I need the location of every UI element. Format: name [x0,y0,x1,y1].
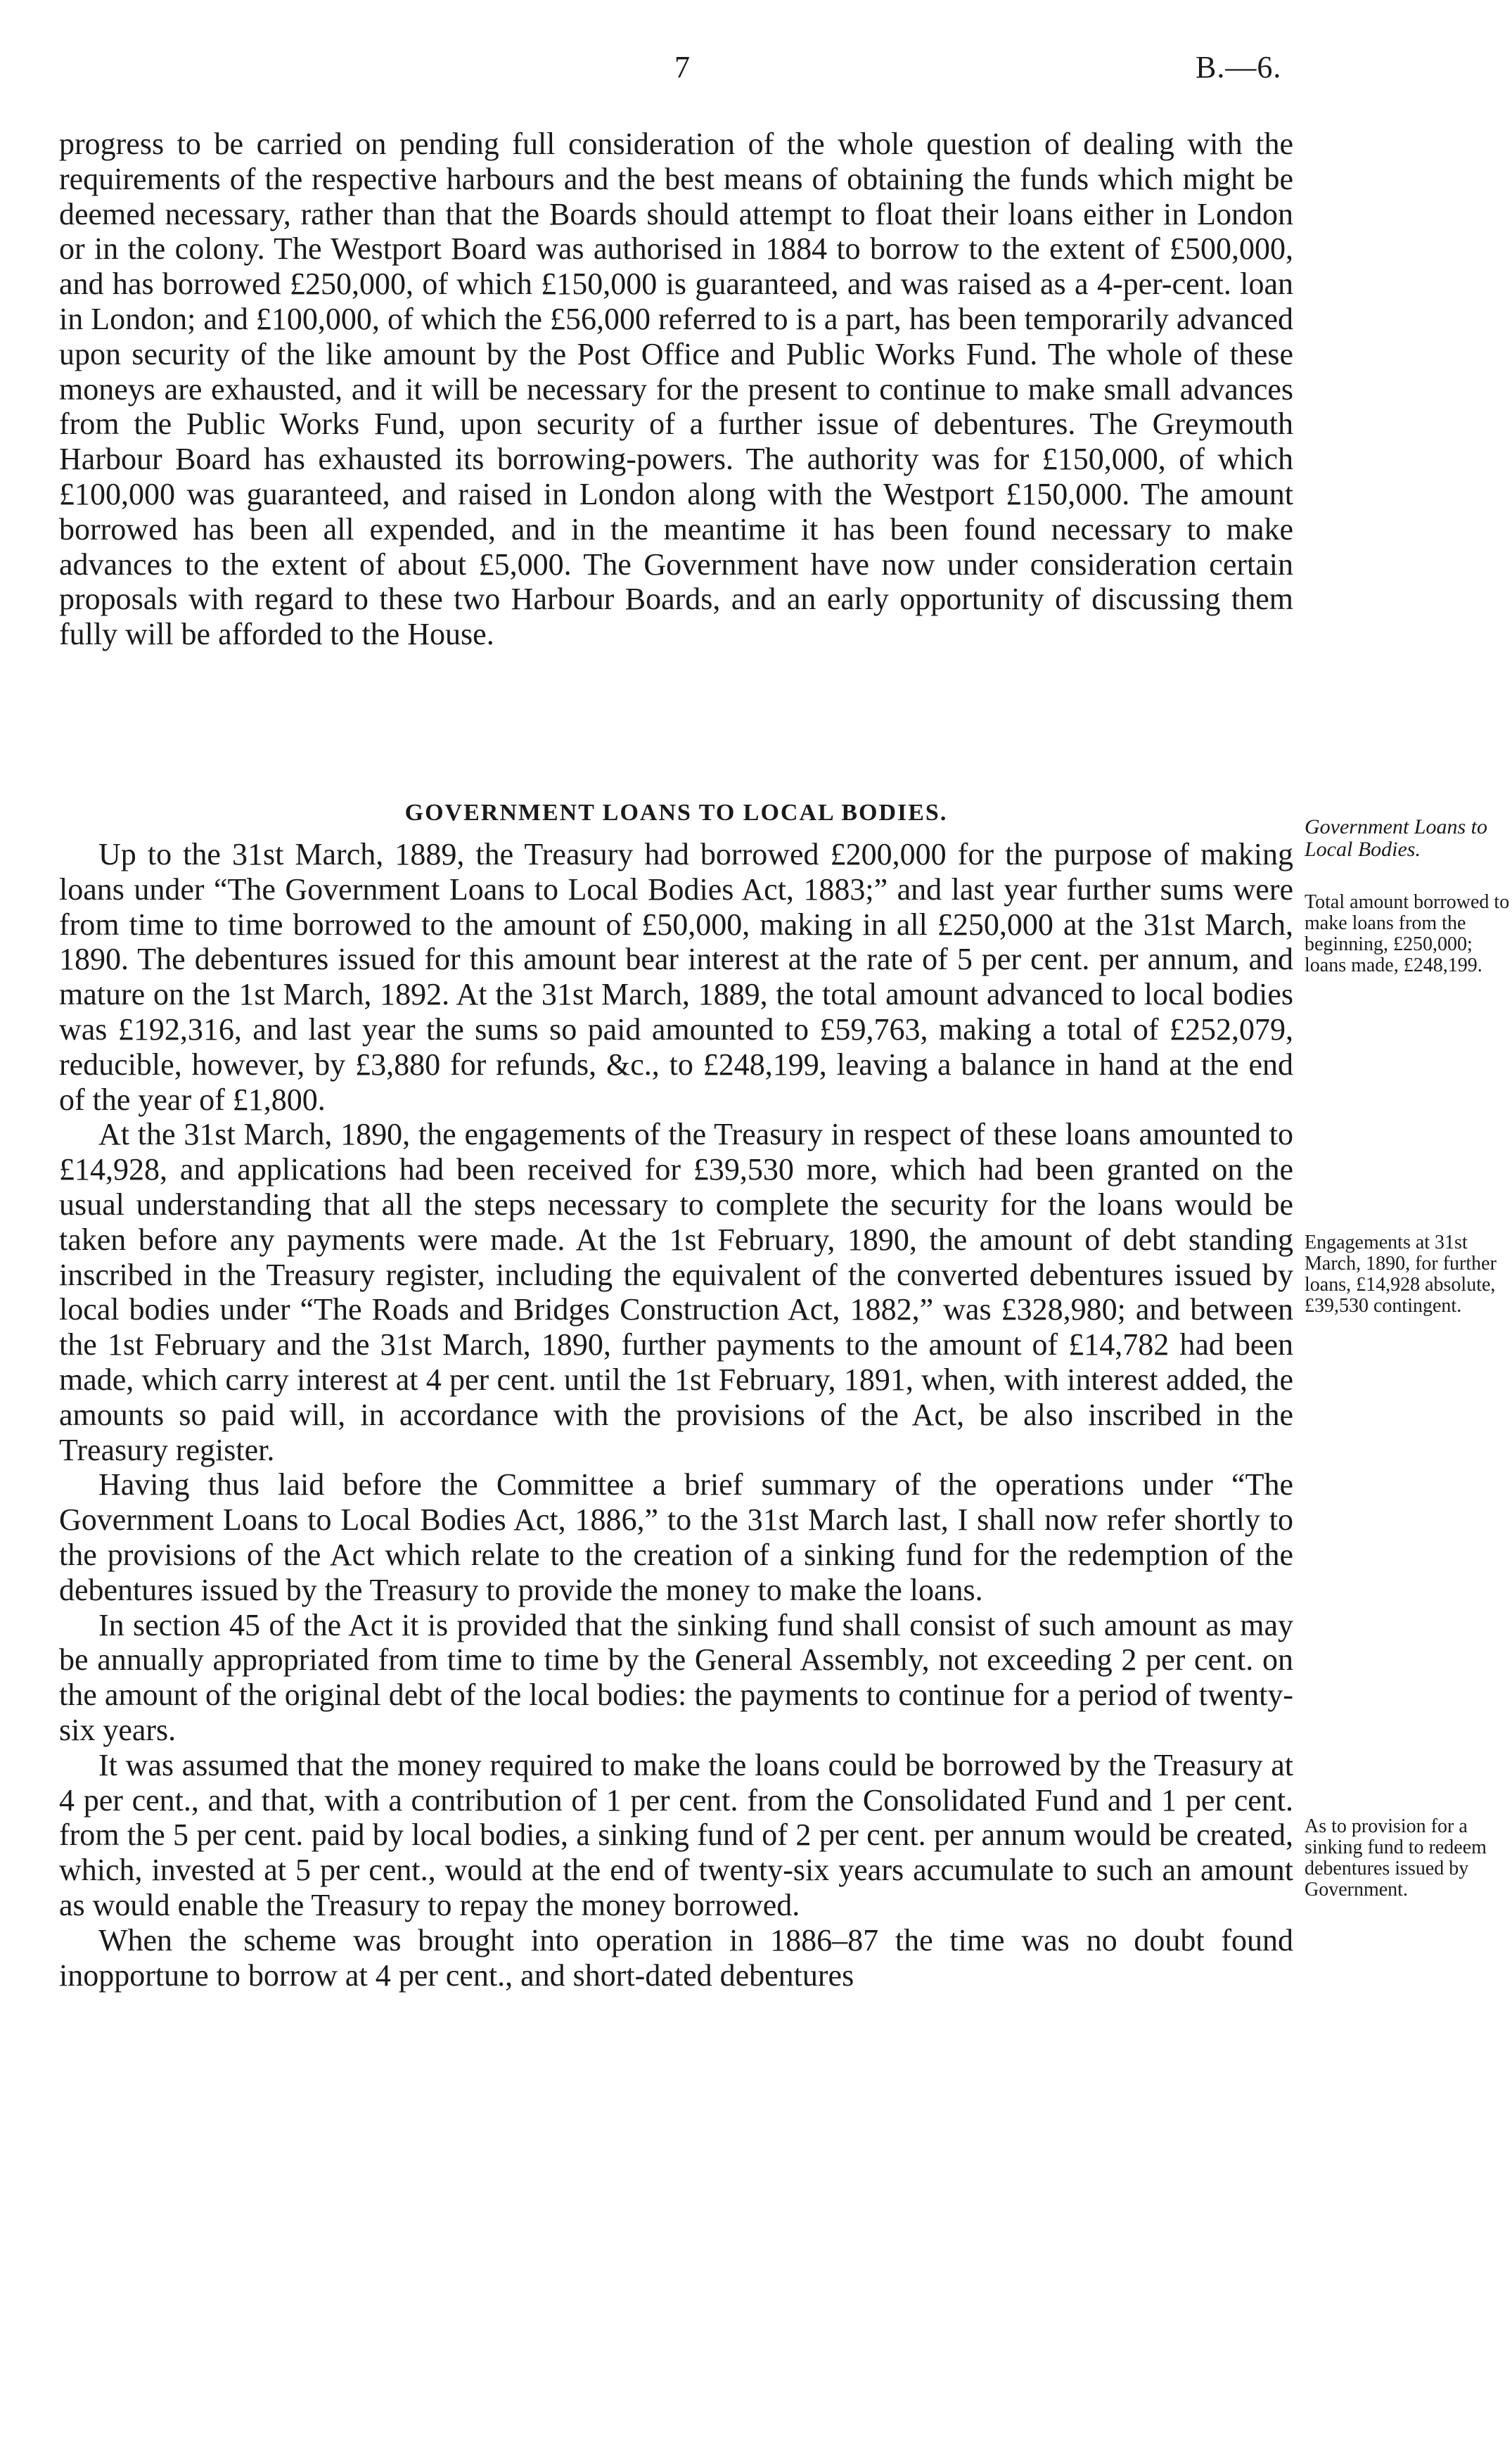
paragraph-engagements: At the 31st March, 1890, the engagements of the Treasury in respect of these loans amounted to £14,928, and applications had been received for £39,530 more, which had been granted on the usual understanding that all the steps necessary to complete the security for the loans would be taken before any payments were made. At the 1st February, 1890, the amount of debt standing inscribed in the Treasury register, including the equivalent of the converted debentures issued by local bodies under “The Roads and Bridges Construction Act, 1882,” was £328,980; and between the 1st February and the 31st March, 1890, further payments to the amount of £14,782 had been made, which carry interest at 4 per cent. until the 1st February, 1891, when, with interest added, the amounts so paid will, in accordance with the provisions of the Act, be also inscribed in the Treasury register. [59,1117,1293,1467]
paragraph-scheme-operation: When the scheme was brought into operation in 1886–87 the time was no doubt found inopportune to borrow at 4 per cent., and short-dated debentures [59,1922,1293,1993]
paragraph-treasury-borrowed: Up to the 31st March, 1889, the Treasury had borrowed £200,000 for the purpose of making loans under “The Government Loans to Local Bodies Act, 1883;” and last year further sums were from time to time borrowed to the amount of £50,000, making in all £250,000 at the 31st March, 1890. The debentures issued for this amount bear interest at the rate of 5 per cent. per annum, and mature on the 1st March, 1892. At the 31st March, 1889, the total amount advanced to local bodies was £192,316, and last year the sums so paid amounted to £59,763, making a total of £252,079, reducible, however, by £3,880 for refunds, &c., to £248,199, leaving a balance in hand at the end of the year of £1,800. [59,837,1293,1117]
section-heading: GOVERNMENT LOANS TO LOCAL BODIES. [404,800,948,826]
sidenote-engagements: Engagements at 31st March, 1890, for further loans, £14,928 absolute, £39,530 contingent. [1305,1232,1497,1317]
sidenote-section-title: Government Loans to Local Bodies. [1305,815,1487,861]
paragraph-harbour-boards: progress to be carried on pending full consideration of the whole question of dealing with the requirements of the respective harbours and the best means of obtaining the funds which might be deemed necessary, rather than that the Boards should attempt to float their loans either in London or in the colony. The Westport Board was authorised in 1884 to borrow to the extent of £500,000, and has borrowed £250,000, of which £150,000 is guaranteed, and was raised as a 4-per-cent. loan in London; and £100,000, of which the £56,000 referred to is a part, has been temporarily advanced upon security of the like amount by the Post Office and Public Works Fund. The whole of these moneys are exhausted, and it will be necessary for the present to continue to make small advances from the Public Works Fund, upon security of a further issue of debentures. The Greymouth Harbour Board has exhausted its borrowing-powers. The authority was for £150,000, of which £100,000 was guaranteed, and raised in London along with the Westport £150,000. The amount borrowed has been all expended, and in the meantime it has been found necessary to make advances to the extent of about £5,000. The Government have now under consideration certain proposals with regard to these two Harbour Boards, and an early opportunity of discussing them fully will be afforded to the House. [59,127,1293,652]
document-reference: B.—6. [1196,50,1282,84]
page-number: 7 [674,50,690,84]
paragraph-section-45: In section 45 of the Act it is provided that the sinking fund shall consist of such amount as may be annually appropriated from time to time by the General Assembly, not exceeding 2 per cent. on the amount of the original debt of the local bodies: the payments to continue for a period of twenty-six years. [59,1607,1293,1747]
paragraph-assumption: It was assumed that the money required to make the loans could be borrowed by the Treasury at 4 per cent., and that, with a contribution of 1 per cent. from the Consolidated Fund and 1 per cent. from the 5 per cent. paid by local bodies, a sinking fund of 2 per cent. per annum would be created, which, invested at 5 per cent., would at the end of twenty-six years accumulate to such an amount as would enable the Treasury to repay the money borrowed. [59,1747,1293,1922]
main-text-section [59,837,1293,1993]
main-text-top [59,127,1293,652]
paragraph-committee-summary: Having thus laid before the Committee a brief summary of the operations under “The Government Loans to Local Bodies Act, 1886,” to the 31st March last, I shall now refer shortly to the provisions of the Act which relate to the creation of a sinking fund for the redemption of the debentures issued by the Treasury to provide the money to make the loans. [59,1467,1293,1607]
sidenote-total-amount: Total amount borrowed to make loans from the beginning, £250,000; loans made, £248,199. [1305,891,1510,976]
sidenote-sinking-fund: As to provision for a sinking fund to redeem debentures issued by Government. [1305,1815,1487,1901]
